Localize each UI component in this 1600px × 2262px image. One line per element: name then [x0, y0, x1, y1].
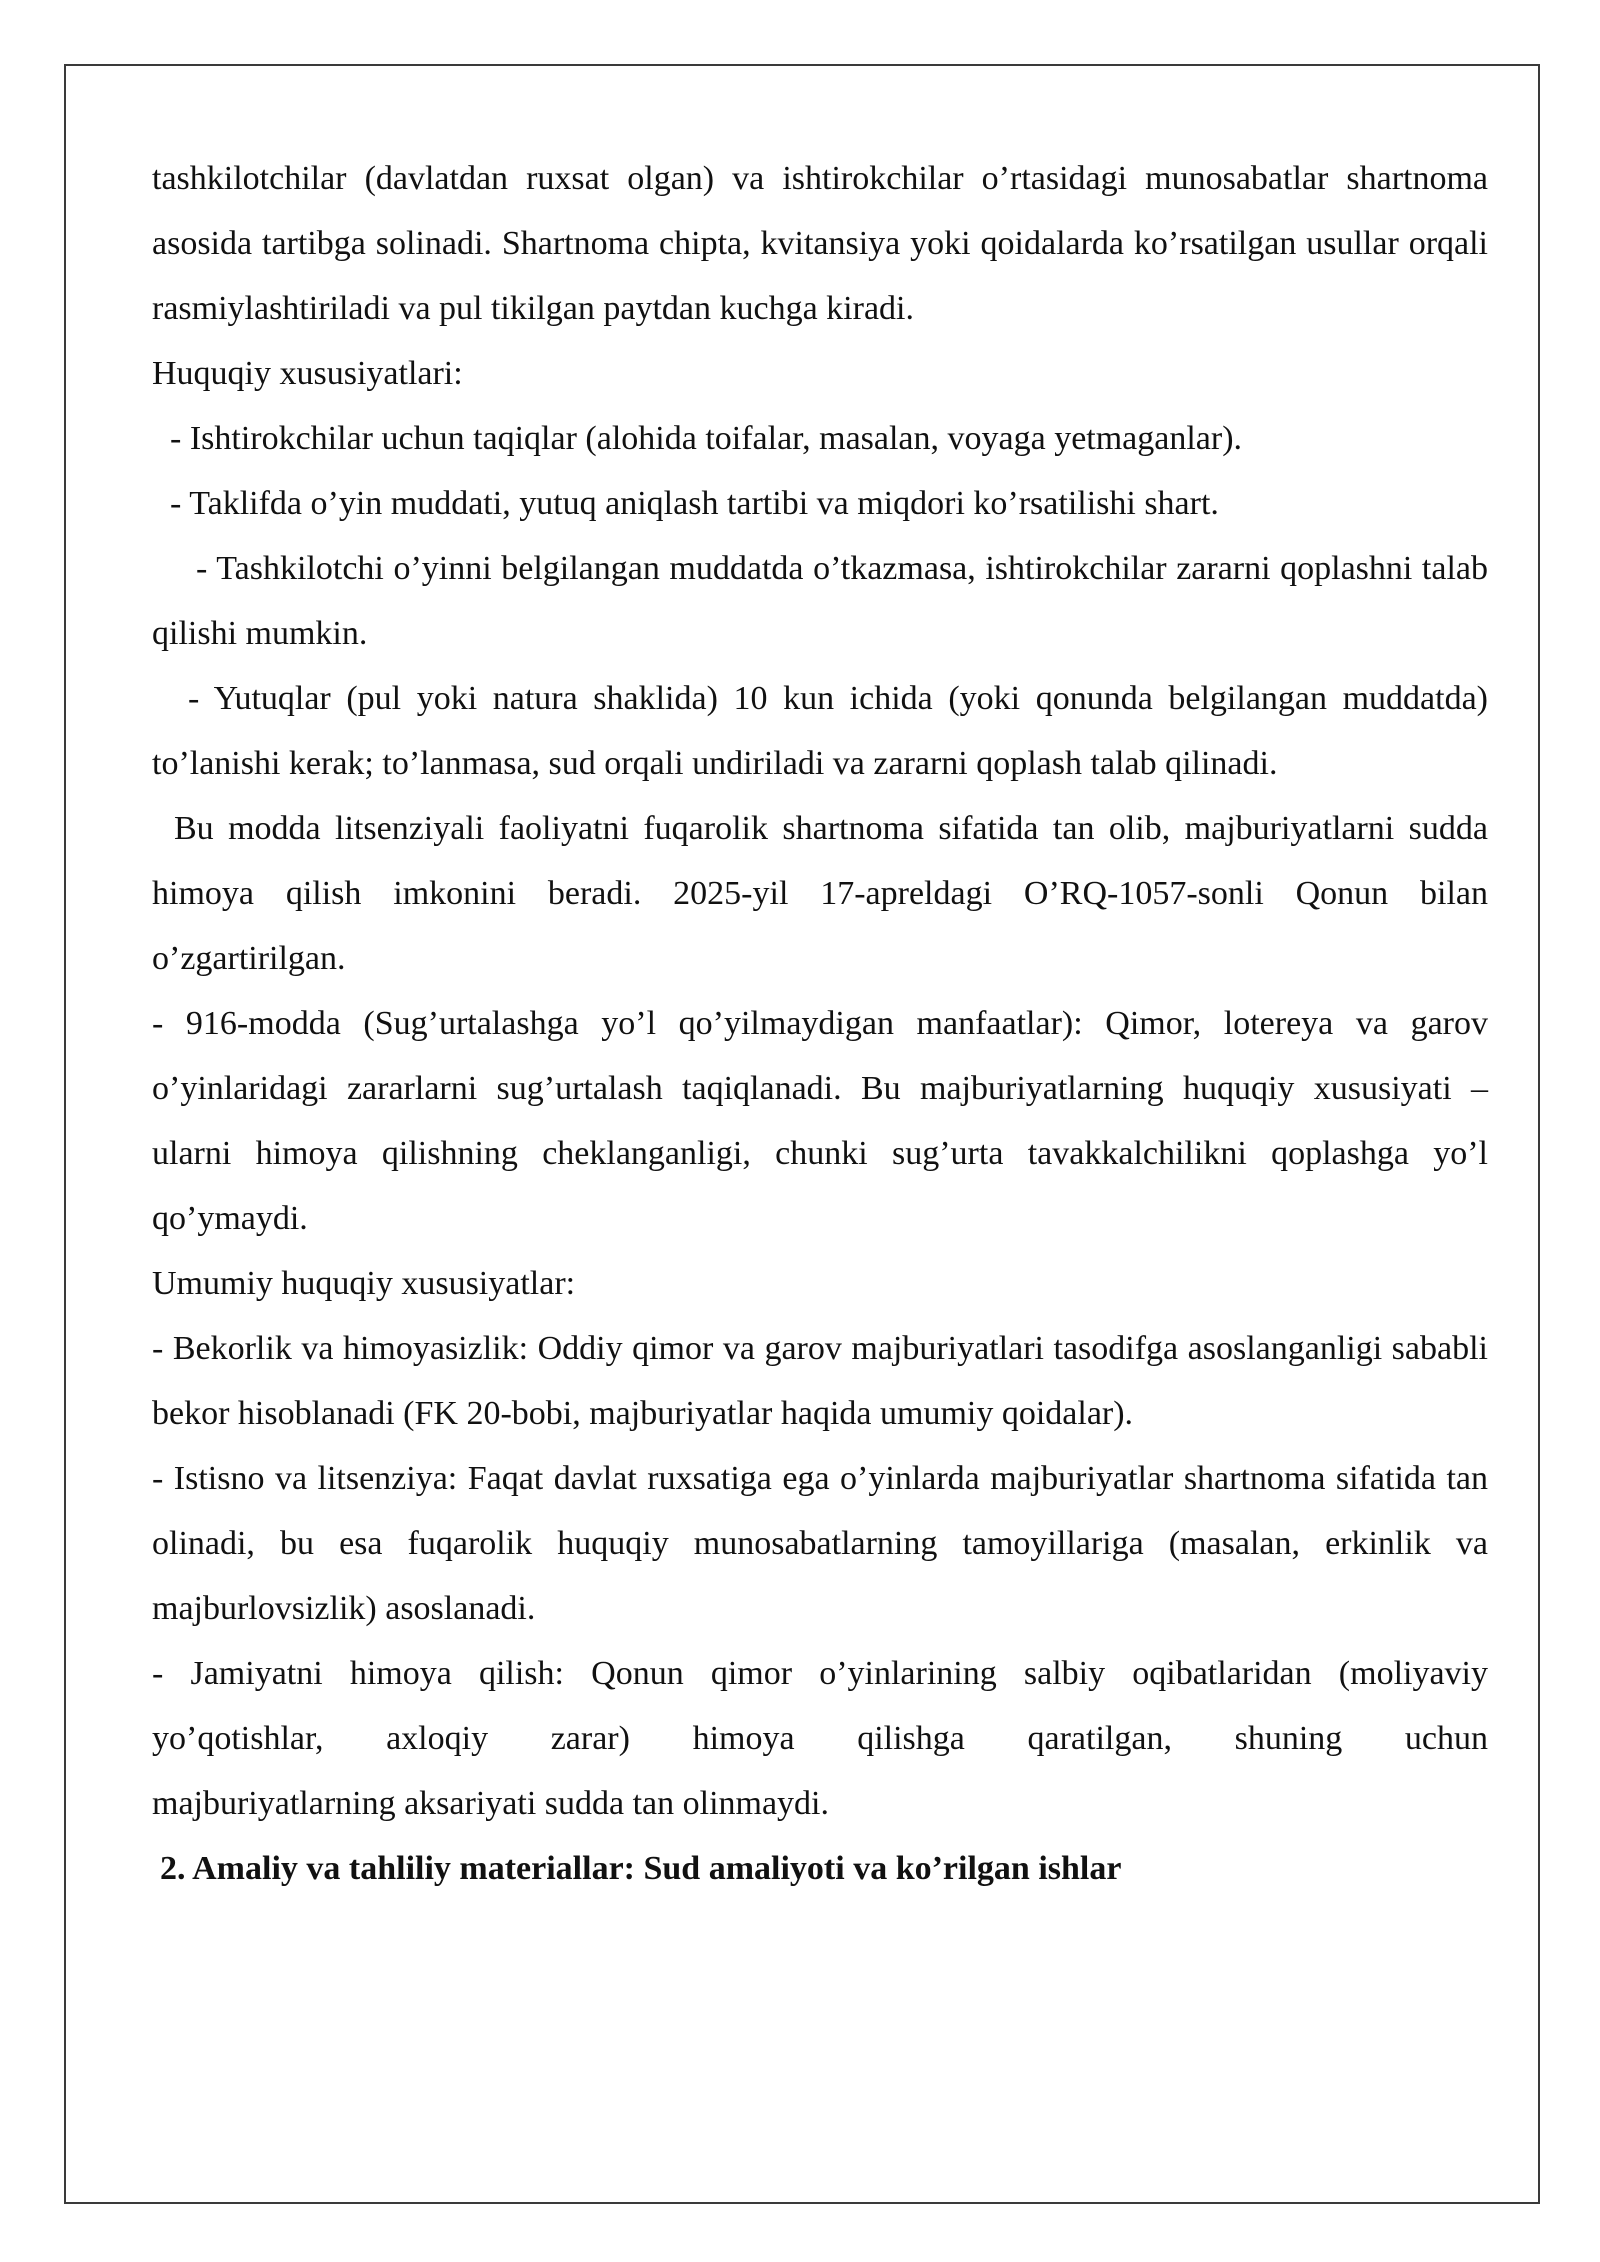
paragraph-general-features-label: Umumiy huquqiy xususiyatlar:: [152, 1265, 576, 1302]
document-body: [152, 146, 1488, 1901]
list-item-invalidity: - Bekorlik va himoyasizlik: Oddiy qimor va garov majburiyatlari tasodifga asoslanganligi sababli bekor hisoblanadi (FK 20-bobi, majburiyatlar haqida umumiy qoidalar).: [152, 1330, 1488, 1432]
list-item-organizer-liability: - Tashkilotchi o’yinni belgilangan muddatda o’tkazmasa, ishtirokchilar zararni qoplashni talab qilishi mumkin.: [152, 550, 1488, 652]
list-item-offer-terms: - Taklifda o’yin muddati, yutuq aniqlash tartibi va miqdori ko’rsatilishi shart.: [170, 485, 1219, 522]
list-item-exception-license: - Istisno va litsenziya: Faqat davlat ruxsatiga ega o’yinlarda majburiyatlar shartnoma sifatida tan olinadi, bu esa fuqarolik huquqiy munosabatlarning tamoyillariga (masalan, erkinlik va majburlovsizlik) asoslanadi.: [152, 1460, 1488, 1627]
section-heading: 2. Amaliy va tahliliy materiallar: Sud amaliyoti va ko’rilgan ishlar: [160, 1850, 1122, 1887]
paragraph-legal-features-label: Huquqiy xususiyatlari:: [152, 355, 463, 392]
list-item-winnings-payment: - Yutuqlar (pul yoki natura shaklida) 10 kun ichida (yoki qonunda belgilangan muddatda) to’lanishi kerak; to’lanmasa, sud orqali undiriladi va zararni qoplash talab qilinadi.: [152, 680, 1488, 782]
paragraph-article-916: - 916-modda (Sug’urtalashga yo’l qo’yilmaydigan manfaatlar): Qimor, lotereya va garov o’yinlaridagi zararlarni sug’urtalash taqiqlanadi. Bu majburiyatlarning huquqiy xususiyati – ularni himoya qilishning cheklanganligi, chunki sug’urta tavakkalchilikni qoplashga yo’l qo’ymaydi.: [152, 1005, 1488, 1237]
paragraph-organizers-relations: tashkilotchilar (davlatdan ruxsat olgan) va ishtirokchilar o’rtasidagi munosabatlar shartnoma asosida tartibga solinadi. Shartnoma chipta, kvitansiya yoki qoidalarda ko’rsatilgan usullar orqali rasmiylashtiriladi va pul tikilgan paytdan kuchga kiradi.: [152, 160, 1488, 327]
list-item-society-protection-end: majburiyatlarning aksariyati sudda tan olinmaydi.: [152, 1785, 829, 1822]
list-item-society-protection: - Jamiyatni himoya qilish: Qonun qimor o’yinlarining salbiy oqibatlaridan (moliyaviy yo’qotishlar, axloqiy zarar) himoya qilishga qaratilgan, shuning uchun: [152, 1655, 1488, 1757]
paragraph-article-summary: Bu modda litsenziyali faoliyatni fuqarolik shartnoma sifatida tan olib, majburiyatlarni sudda himoya qilish imkonini beradi. 2025-yil 17-apreldagi O’RQ-1057-sonli Qonun bilan o’zgartirilgan.: [152, 810, 1488, 977]
list-item-participant-bans: - Ishtirokchilar uchun taqiqlar (alohida toifalar, masalan, voyaga yetmaganlar).: [170, 420, 1243, 457]
